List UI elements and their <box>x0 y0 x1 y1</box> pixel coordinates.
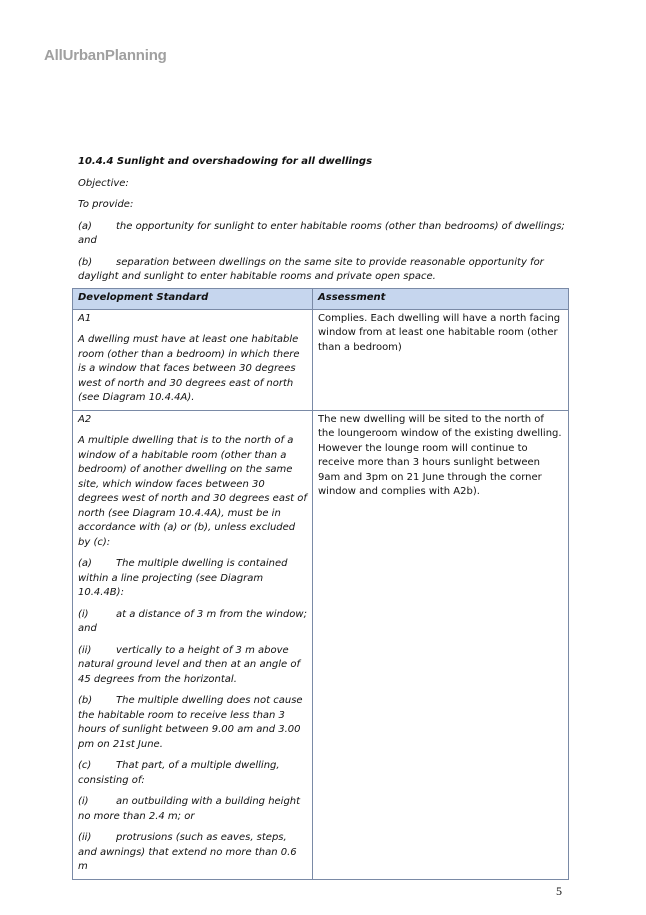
to-provide-label: To provide: <box>78 199 134 210</box>
header-development-standard: Development Standard <box>73 289 313 310</box>
clause <box>78 694 307 752</box>
clause-text: vertically to a height of 3 m above natural ground level and then at an angle of 45 degrees from the horizontal. <box>78 644 301 685</box>
item-text: separation between dwellings on the same site to provide reasonable opportunity for daylight and sunlight to enter habitable rooms and private open space. <box>78 256 544 282</box>
objective-item <box>78 256 572 285</box>
item-text: the opportunity for sunlight to enter habitable rooms (other than bedrooms) of dwellings; and <box>78 220 565 246</box>
clause <box>78 644 307 688</box>
section-heading: 10.4.4 Sunlight and overshadowing for all dwellings <box>78 156 373 167</box>
clause-text: protrusions (such as eaves, steps, and awnings) that extend no more than 0.6 m <box>78 832 297 872</box>
table-header-row <box>73 289 569 310</box>
clause-number: (ii) <box>78 644 92 656</box>
clause-number: (c) <box>78 760 92 771</box>
clause-text: an outbuilding with a building height no more than 2.4 m; or <box>78 796 301 822</box>
item-number: (b) <box>78 256 93 268</box>
standard-text: A dwelling must have at least one habitable room (other than a bedroom) in which there is a window that faces between 30 degrees west of north and 30 degrees east of north (see Diagram 10.4.4A). <box>78 334 300 403</box>
clause <box>78 557 307 601</box>
clause-number: (a) <box>78 558 92 569</box>
objective-label: Objective: <box>78 177 129 189</box>
assessment-text: The new dwelling will be sited to the north of the loungeroom window of the existing dwelling. However the lounge room will continue to receive more than 3 hours sunlight between 9am and 3pm on 21 June through the corner window and complies with A2b). <box>318 413 562 497</box>
clause <box>78 759 307 788</box>
clause-text: That part, of a multiple dwelling, consisting of: <box>78 760 280 786</box>
clause-number: (b) <box>78 695 93 706</box>
clause-number: (i) <box>78 796 89 807</box>
assessment-text: Complies. Each dwelling will have a north facing window from at least one habitable room (other than a bedroom) <box>318 312 561 353</box>
section-content <box>78 155 572 292</box>
clause-text: The multiple dwelling does not cause the habitable room to receive less than 3 hours of sunlight between 9.00 am and 3.00 pm on 21st June. <box>78 695 303 750</box>
page-number: 5 <box>556 884 562 898</box>
header-assessment: Assessment <box>313 289 569 310</box>
item-number: (a) <box>78 220 92 232</box>
assessment-cell <box>313 410 569 879</box>
table-row <box>73 410 569 879</box>
standard-code: A1 <box>78 312 92 324</box>
assessment-cell <box>313 309 569 410</box>
standard-cell <box>73 309 313 410</box>
clause <box>78 608 307 637</box>
standard-cell <box>73 410 313 879</box>
table-row <box>73 309 569 410</box>
clause-text: The multiple dwelling is contained within a line projecting (see Diagram 10.4.4B): <box>78 558 288 598</box>
objective-item <box>78 220 572 249</box>
clause-text: at a distance of 3 m from the window; and <box>78 608 307 634</box>
standard-code: A2 <box>78 413 92 425</box>
standards-table <box>72 288 569 880</box>
clause <box>78 831 307 875</box>
clause <box>78 795 307 824</box>
clause-number: (ii) <box>78 832 92 843</box>
standard-text: A multiple dwelling that is to the north of a window of a habitable room (other than a bedroom) of another dwelling on the same site, which window faces between 30 degrees west of north and 30 degrees east of north (see Diagram 10.4.4A), must be in accordance with (a) or (b), unless excluded by (c): <box>78 435 307 548</box>
clause-number: (i) <box>78 608 89 620</box>
company-logo: AllUrbanPlanning <box>44 47 167 64</box>
